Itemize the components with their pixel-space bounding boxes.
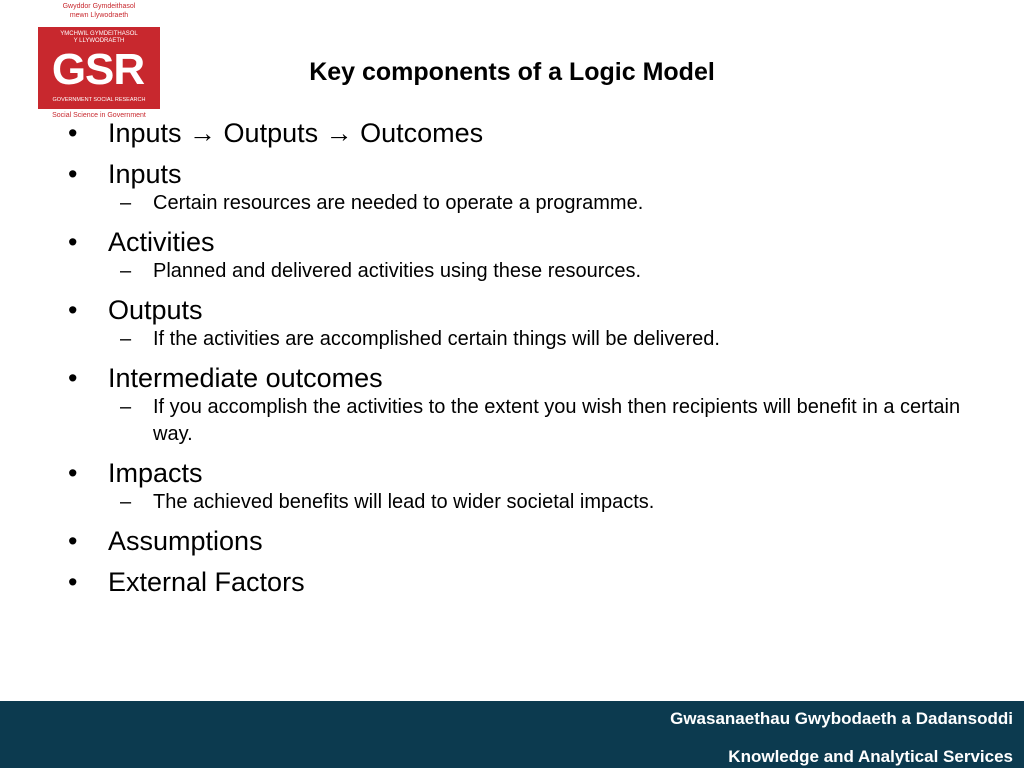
bullet-icon: • bbox=[68, 526, 78, 556]
sub-bullet-item bbox=[68, 489, 968, 516]
sub-bullet-text: If you accomplish the activities to the extent you wish then recipients will benefit in a certain way. bbox=[153, 396, 961, 445]
bullet-item bbox=[68, 457, 968, 489]
bullet-text: Inputs bbox=[108, 159, 182, 189]
bullet-icon: • bbox=[68, 458, 78, 488]
sub-bullet-text: Certain resources are needed to operate a programme. bbox=[153, 192, 644, 214]
sub-bullet-item bbox=[68, 326, 968, 353]
logo-box-english: GOVERNMENT SOCIAL RESEARCH bbox=[52, 97, 146, 103]
slide-title: Key components of a Logic Model bbox=[309, 58, 715, 86]
bullet-text: Impacts bbox=[108, 458, 203, 488]
dash-icon: – bbox=[120, 260, 132, 282]
bullet-icon: • bbox=[68, 567, 78, 597]
bullet-icon: • bbox=[68, 363, 78, 393]
logo-english-tagline: Social Science in Government bbox=[52, 112, 146, 119]
footer-english-text: Knowledge and Analytical Services bbox=[728, 747, 1013, 766]
bullet-item bbox=[68, 226, 968, 258]
bullet-item bbox=[68, 566, 968, 598]
bullet-icon: • bbox=[68, 227, 78, 257]
sub-bullet-item bbox=[68, 394, 968, 448]
bullet-list bbox=[68, 117, 968, 598]
sub-bullet-text: The achieved benefits will lead to wider societal impacts. bbox=[153, 491, 655, 513]
bullet-item bbox=[68, 525, 968, 557]
bullet-text: Activities bbox=[108, 227, 215, 257]
footer-bar bbox=[0, 701, 1024, 768]
sub-bullet-text: If the activities are accomplished certain things will be delivered. bbox=[153, 328, 720, 350]
dash-icon: – bbox=[120, 328, 132, 350]
bullet-item bbox=[68, 158, 968, 190]
sub-bullet-item bbox=[68, 190, 968, 217]
logo-box-line-2: Y LLYWODRAETH bbox=[73, 38, 125, 44]
logo-top-line-1: Gwyddor Gymdeithasol bbox=[62, 3, 136, 10]
bullet-icon: • bbox=[68, 295, 78, 325]
dash-icon: – bbox=[120, 491, 132, 513]
bullet-item bbox=[68, 117, 968, 149]
logo-box-line-1: YMCHWIL GYMDEITHASOL bbox=[60, 31, 138, 37]
logo-box-welsh bbox=[38, 31, 160, 45]
bullet-icon: • bbox=[68, 159, 78, 189]
bullet-icon: • bbox=[68, 118, 78, 148]
logo-welsh-tagline bbox=[38, 2, 160, 20]
footer-welsh-text: Gwasanaethau Gwybodaeth a Dadansoddi bbox=[670, 709, 1013, 728]
dash-icon: – bbox=[120, 396, 132, 418]
bullet-item bbox=[68, 362, 968, 394]
logo-mark: GSR bbox=[51, 45, 145, 94]
sub-bullet-text: Planned and delivered activities using these resources. bbox=[153, 260, 642, 282]
logo-top-line-2: mewn Llywodraeth bbox=[69, 12, 129, 19]
bullet-text: Intermediate outcomes bbox=[108, 363, 383, 393]
bullet-text: Inputs → Outputs → Outcomes bbox=[108, 118, 484, 148]
bullet-text: Outputs bbox=[108, 295, 203, 325]
sub-bullet-item bbox=[68, 258, 968, 285]
bullet-text: Assumptions bbox=[108, 526, 263, 556]
bullet-item bbox=[68, 294, 968, 326]
bullet-text: External Factors bbox=[108, 567, 305, 597]
dash-icon: – bbox=[120, 192, 132, 214]
